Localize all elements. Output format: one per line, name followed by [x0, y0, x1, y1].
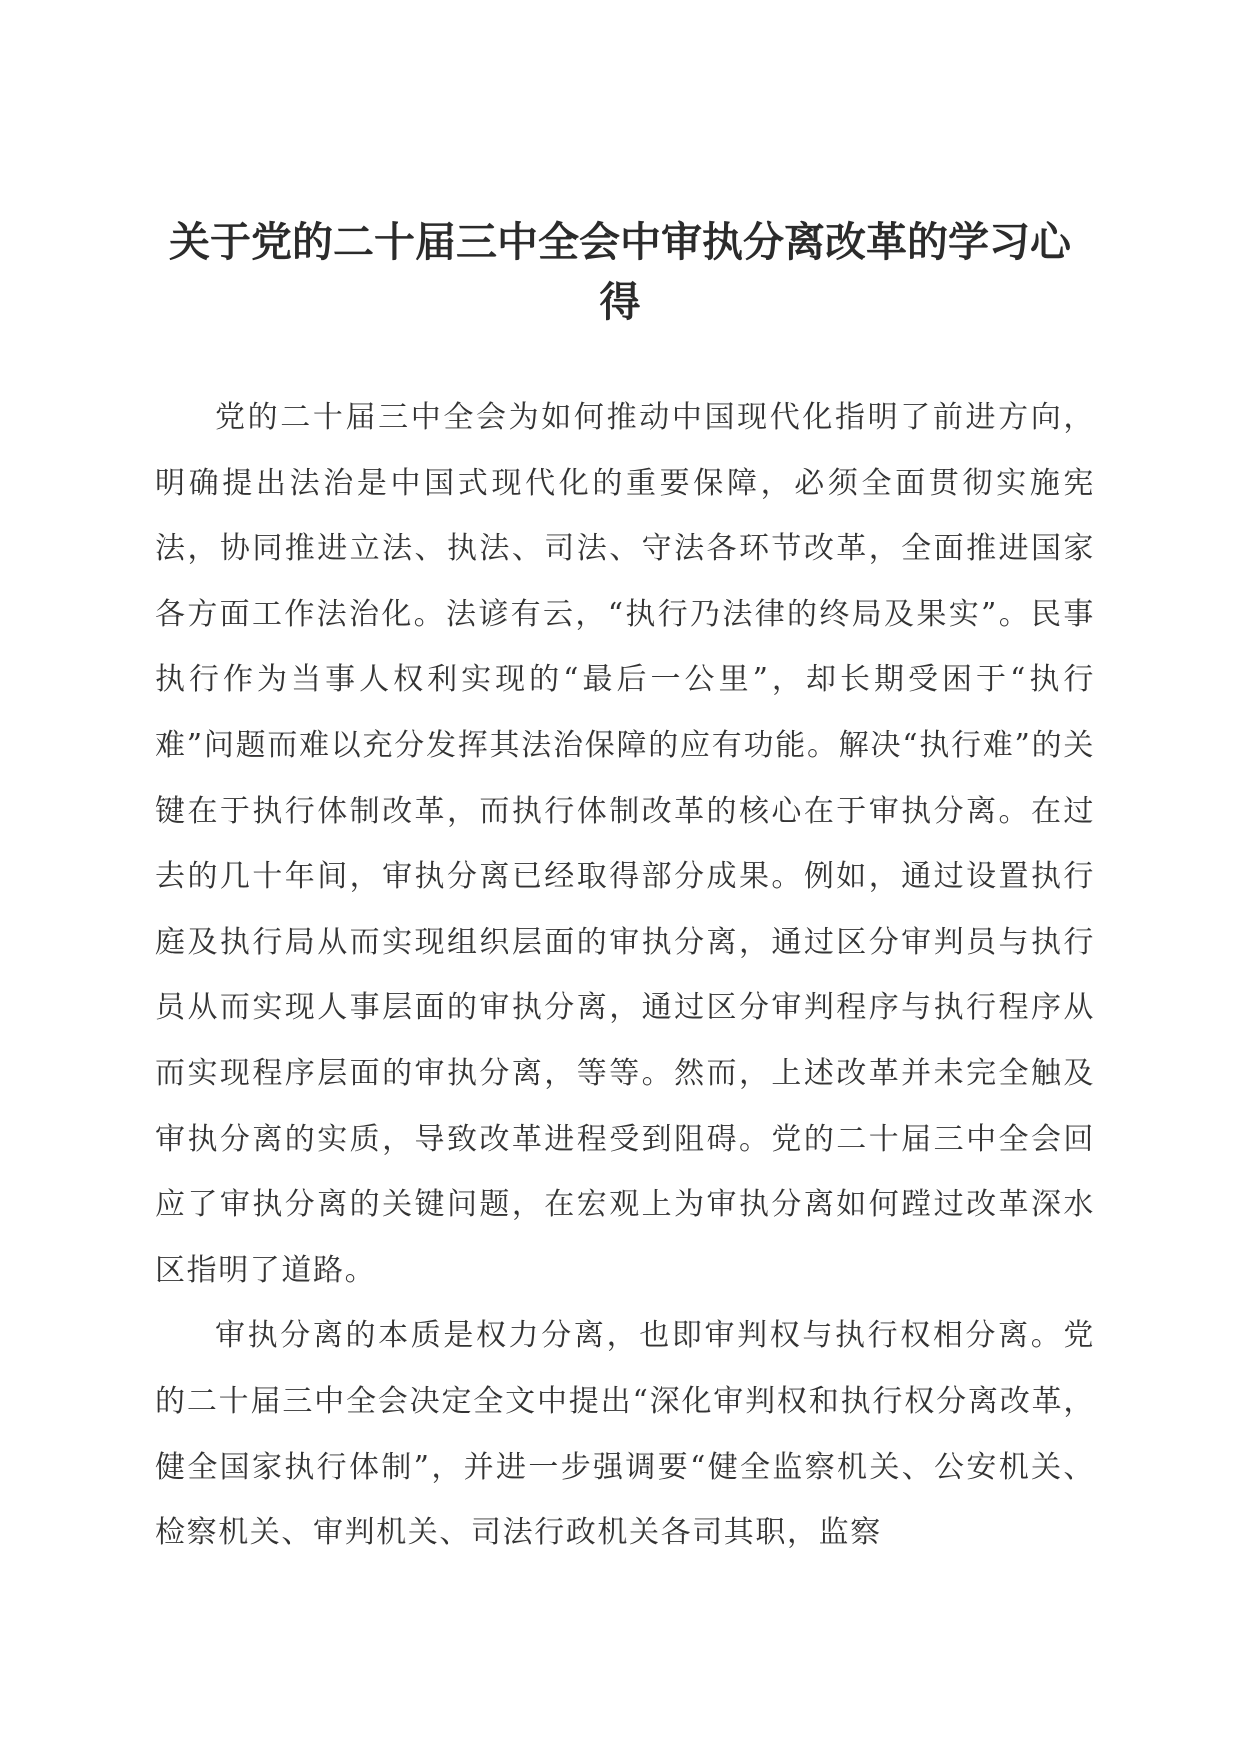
paragraph-1: 党的二十届三中全会为如何推动中国现代化指明了前进方向，明确提出法治是中国式现代化的重要保障，必须全面贯彻实施宪法，协同推进立法、执法、司法、守法各环节改革，全面推进国家各方面工作法治化。法谚有云，“执行乃法律的终局及果实”。民事执行作为当事人权利实现的“最后一公里”，却长期受困于“执行难”问题而难以充分发挥其法治保障的应有功能。解决“执行难”的关键在于执行体制改革，而执行体制改革的核心在于审执分离。在过去的几十年间，审执分离已经取得部分成果。例如，通过设置执行庭及执行局从而实现组织层面的审执分离，通过区分审判员与执行员从而实现人事层面的审执分离，通过区分审判程序与执行程序从而实现程序层面的审执分离，等等。然而，上述改革并未完全触及审执分离的实质，导致改革进程受到阻碍。党的二十届三中全会回应了审执分离的关键问题，在宏观上为审执分离如何蹚过改革深水区指明了道路。 [155, 400, 1095, 1288]
document-title: 关于党的二十届三中全会中审执分离改革的学习心得 [169, 218, 1071, 326]
document-body [155, 385, 1095, 1566]
paragraph-2: 审执分离的本质是权力分离，也即审判权与执行权相分离。党的二十届三中全会决定全文中提出“深化审判权和执行权分离改革，健全国家执行体制”，并进一步强调要“健全监察机关、公安机关、检察机关、审判机关、司法行政机关各司其职，监察 [155, 1318, 1095, 1551]
